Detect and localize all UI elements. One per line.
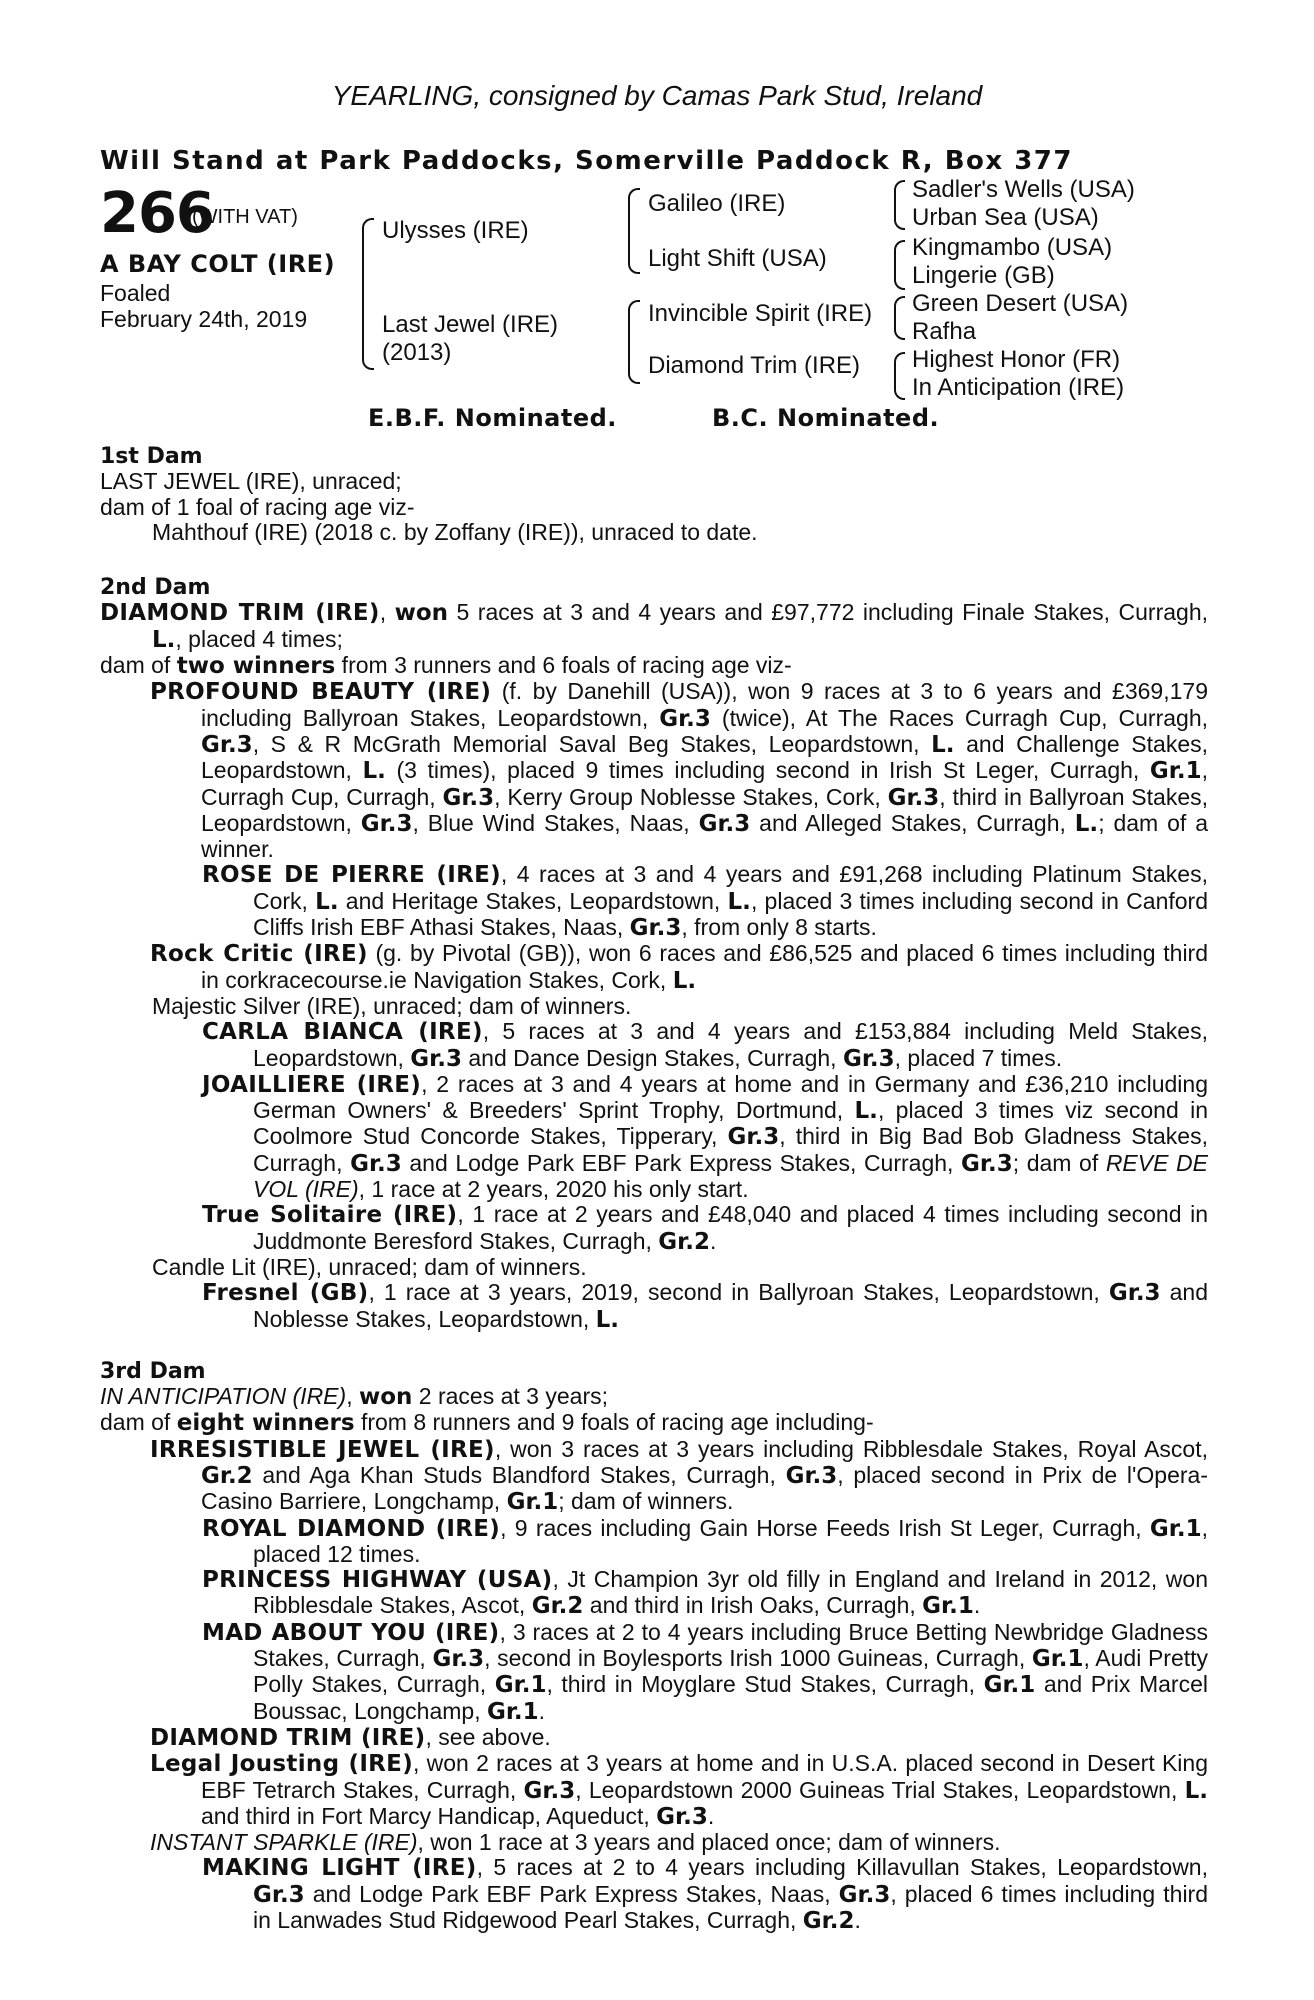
produce-royal-diamond: ROYAL DIAMOND (IRE), 9 races including Gain Horse Feeds Irish St Leger, Curragh, Gr.1, placed 12 times. — [202, 1514, 1208, 1567]
produce-rock-critic: Rock Critic (IRE) (g. by Pivotal (GB)), won 6 races and £86,525 and placed 6 times including third in corkracecourse.ie Navigation Stakes, Cork, L. — [150, 940, 1208, 994]
horse-name: A BAY COLT (IRE) — [100, 250, 336, 278]
grandsire-7: Highest Honor (FR) — [912, 346, 1121, 373]
pedigree-brace-g2 — [894, 240, 905, 290]
stand-line: Will Stand at Park Paddocks, Somerville Paddock R, Box 377 — [100, 146, 1073, 176]
grandsire-6: Rafha — [912, 318, 977, 345]
first-dam-foal: Mahthouf (IRE) (2018 c. by Zoffany (IRE)), unraced to date. — [152, 518, 758, 545]
foaled-label: Foaled — [100, 280, 171, 306]
sire-dam-name: Light Shift (USA) — [648, 245, 827, 272]
second-dam-produce-line: dam of two winners from 3 runners and 6 foals of racing age viz- — [100, 652, 792, 680]
produce-true-solitaire: True Solitaire (IRE), 1 race at 2 years and £48,040 and placed 4 times including second in Juddmonte Beresford Stakes, Curragh, Gr.2. — [202, 1201, 1208, 1255]
produce-instant-sparkle: INSTANT SPARKLE (IRE), won 1 race at 3 years and placed once; dam of winners. — [150, 1829, 1001, 1856]
grandsire-8: In Anticipation (IRE) — [912, 374, 1125, 401]
pedigree-brace-g1 — [894, 180, 905, 230]
grandsire-2: Urban Sea (USA) — [912, 204, 1099, 231]
sire-name: Ulysses (IRE) — [382, 217, 529, 244]
grandsire-3: Kingmambo (USA) — [912, 234, 1113, 261]
produce-fresnel: Fresnel (GB), 1 race at 3 years, 2019, second in Ballyroan Stakes, Leopardstown, Gr.3 and Noblesse Stakes, Leopardstown, L. — [202, 1279, 1209, 1333]
produce-majestic-silver: Majestic Silver (IRE), unraced; dam of winners. — [152, 992, 632, 1019]
grandsire-1: Sadler's Wells (USA) — [912, 176, 1135, 203]
third-dam-heading: 3rd Dam — [100, 1358, 206, 1384]
pedigree-brace-sire — [628, 188, 640, 274]
horse-name-diamond-trim: DIAMOND TRIM (IRE) — [100, 600, 380, 627]
dam-sire-name: Invincible Spirit (IRE) — [648, 300, 873, 327]
produce-irresistible-jewel: IRRESISTIBLE JEWEL (IRE), won 3 races at 3 years including Ribblesdale Stakes, Royal Ascot, Gr.2 and Aga Khan Studs Blandford Stakes, Curragh, Gr.3, placed second in Prix de l'Opera-Casino Barriere, Longchamp, Gr.1; dam of winners. — [150, 1435, 1209, 1516]
first-dam-heading: 1st Dam — [100, 444, 203, 469]
produce-making-light: MAKING LIGHT (IRE), 5 races at 2 to 4 years including Killavullan Stakes, Leopardstown, Gr.3 and Lodge Park EBF Park Express Stakes, Naas, Gr.3, placed 6 times including third in Lanwades Stud Ridgewood Pearl Stakes, Curragh, Gr.2. — [202, 1854, 1209, 1935]
dam-dam-name: Diamond Trim (IRE) — [648, 352, 861, 379]
dam-year: (2013) — [382, 339, 452, 366]
third-dam-produce-line: dam of eight winners from 8 runners and 9 foals of racing age including- — [100, 1409, 874, 1437]
pedigree-brace-dam — [628, 300, 640, 384]
pedigree-brace-g4 — [894, 352, 905, 400]
ebf-nominated: E.B.F. Nominated. — [368, 404, 617, 432]
produce-profound-beauty: PROFOUND BEAUTY (IRE) (f. by Danehill (USA)), won 9 races at 3 to 6 years and £369,179 including Ballyroan Stakes, Leopardstown, Gr.3 (twice), At The Races Curragh Cup, Curragh, Gr.3, S & R McGrath Memorial Saval Beg Stakes, Leopardstown, L. and Challenge Stakes, Leopardstown, L. (3 times), placed 9 times including second in Irish St Leger, Curragh, Gr.1, Curragh Cup, Curragh, Gr.3, Kerry Group Noblesse Stakes, Cork, Gr.3, third in Ballyroan Stakes, Leopardstown, Gr.3, Blue Wind Stakes, Naas, Gr.3 and Alleged Stakes, Curragh, L.; dam of a winner. — [150, 678, 1209, 863]
grandsire-5: Green Desert (USA) — [912, 290, 1129, 317]
bc-nominated: B.C. Nominated. — [712, 404, 940, 432]
first-dam-line: LAST JEWEL (IRE), unraced; — [100, 468, 402, 495]
grandsire-4: Lingerie (GB) — [912, 262, 1055, 289]
second-dam-heading: 2nd Dam — [100, 575, 211, 601]
second-dam-entry: DIAMOND TRIM (IRE), won 5 races at 3 and 4 years and £97,772 including Finale Stakes, Curragh, L., placed 4 times; — [100, 599, 1208, 653]
dam-name: Last Jewel (IRE) — [382, 311, 559, 338]
pedigree-brace-main — [362, 218, 374, 370]
page-header: YEARLING, consigned by Camas Park Stud, Ireland — [331, 80, 983, 111]
produce-legal-jousting: Legal Jousting (IRE), won 2 races at 3 years at home and in U.S.A. placed second in Desert King EBF Tetrarch Stakes, Curragh, Gr.3, Leopardstown 2000 Guineas Trial Stakes, Leopardstown, L. and third in Fort Marcy Handicap, Aqueduct, Gr.3. — [150, 1750, 1209, 1830]
first-dam-produce-line: dam of 1 foal of racing age viz- — [100, 493, 415, 520]
produce-princess-highway: PRINCESS HIGHWAY (USA), Jt Champion 3yr old filly in England and Ireland in 2012, won Ribblesdale Stakes, Ascot, Gr.2 and third in Irish Oaks, Curragh, Gr.1. — [202, 1566, 1208, 1620]
sire-sire-name: Galileo (IRE) — [648, 190, 786, 217]
produce-carla-bianca: CARLA BIANCA (IRE), 5 races at 3 and 4 years and £153,884 including Meld Stakes, Leopardstown, Gr.3 and Dance Design Stakes, Curragh, Gr.3, placed 7 times. — [202, 1018, 1208, 1072]
vat-label: (WITH VAT) — [192, 206, 298, 228]
foal-date: February 24th, 2019 — [100, 306, 308, 332]
produce-diamond-trim: DIAMOND TRIM (IRE), see above. — [150, 1723, 551, 1751]
produce-mad-about-you: MAD ABOUT YOU (IRE), 3 races at 2 to 4 years including Bruce Betting Newbridge Gladness Stakes, Curragh, Gr.3, second in Boylesports Irish 1000 Guineas, Curragh, Gr.1, Audi Pretty Polly Stakes, Curragh, Gr.1, third in Moyglare Stud Stakes, Curragh, Gr.1 and Prix Marcel Boussac, Longchamp, Gr.1. — [202, 1618, 1209, 1725]
catalogue-body — [100, 444, 1208, 1934]
produce-candle-lit: Candle Lit (IRE), unraced; dam of winners. — [152, 1253, 587, 1280]
third-dam-entry: IN ANTICIPATION (IRE), won 2 races at 3 years; — [100, 1383, 608, 1411]
produce-rose-de-pierre: ROSE DE PIERRE (IRE), 4 races at 3 and 4 years and £91,268 including Platinum Stakes, Cork, L. and Heritage Stakes, Leopardstown, L., placed 3 times including second in Canford Cliffs Irish EBF Athasi Stakes, Naas, Gr.3, from only 8 starts. — [202, 861, 1208, 942]
lot-number: 266 — [100, 181, 214, 246]
pedigree-brace-g3 — [894, 296, 905, 340]
produce-joailliere: JOAILLIERE (IRE), 2 races at 3 and 4 years at home and in Germany and £36,210 including German Owners' & Breeders' Sprint Trophy, Dortmund, L., placed 3 times viz second in Coolmore Stud Concorde Stakes, Tipperary, Gr.3, third in Big Bad Bob Gladness Stakes, Curragh, Gr.3 and Lodge Park EBF Park Express Stakes, Curragh, Gr.3; dam of REVE DE VOL (IRE), 1 race at 2 years, 2020 his only start. — [202, 1070, 1208, 1203]
